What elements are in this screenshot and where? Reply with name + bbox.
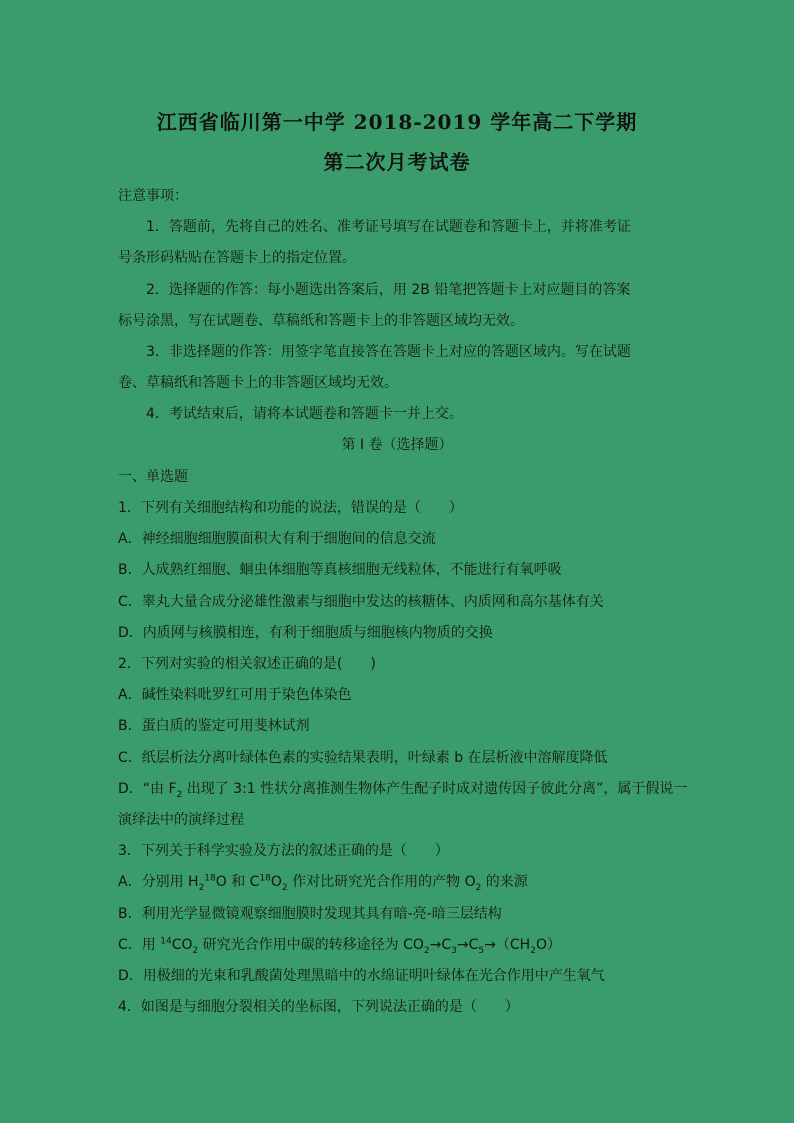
question-2-option-b: B．蛋白质的鉴定可用斐林试剂 <box>118 718 310 734</box>
notice-item-3: 3．非选择题的作答：用签字笔直接答在答题卡上对应的答题区域内。写在试题 <box>146 344 631 360</box>
q3-c-sup1: 14 <box>160 936 172 947</box>
q3-a-3: O <box>270 874 282 890</box>
q3-c-sub2: 2 <box>423 945 430 956</box>
question-4-stem: 4．如图是与细胞分裂相关的坐标图，下列说法正确的是（ ） <box>118 999 519 1015</box>
q3-c-4: →C <box>429 937 452 953</box>
question-3-stem: 3．下列关于科学实验及方法的叙述正确的是（ ） <box>118 843 449 859</box>
q3-c-sub4: 5 <box>478 945 485 956</box>
q3-a-sup1: 18 <box>204 873 216 884</box>
q3-c-7: O） <box>535 937 561 953</box>
question-1-option-d: D．内质网与核膜相连，有利于细胞质与细胞核内物质的交换 <box>118 625 493 641</box>
question-3-option-a <box>118 872 676 892</box>
question-1-option-a: A．神经细胞细胞膜面积大有利于细胞间的信息交流 <box>118 531 436 547</box>
q3-c-5: →C <box>456 937 479 953</box>
question-1-stem: 1．下列有关细胞结构和功能的说法，错误的是（ ） <box>118 500 463 516</box>
question-3-option-d: D．用极细的光束和乳酸菌处理黑暗中的水绵证明叶绿体在光合作用中产生氧气 <box>118 968 605 984</box>
exam-subtitle: 第二次月考试卷 <box>323 150 471 174</box>
q3-c-sub1: 2 <box>192 945 199 956</box>
q3-c-1: C．用 <box>118 937 161 953</box>
question-2-option-d-cont: 演绎法中的演绎过程 <box>118 812 244 828</box>
question-1-option-c: C．睾丸大量合成分泌雄性激素与细胞中发达的核糖体、内质网和高尔基体有关 <box>118 594 604 610</box>
question-2-option-c: C．纸层析法分离叶绿体色素的实验结果表明，叶绿素 b 在层析液中溶解度降低 <box>118 750 608 766</box>
notice-item-1: 1．答题前，先将自己的姓名、准考证号填写在试题卷和答题卡上，并将准考证 <box>146 219 631 235</box>
q3-a-sub3: 2 <box>475 882 482 893</box>
notice-item-3-cont: 卷、草稿纸和答题卡上的非答题区域均无效。 <box>118 375 398 391</box>
notice-heading: 注意事项： <box>118 188 188 204</box>
question-2-stem: 2．下列对实验的相关叙述正确的是( ) <box>118 656 376 672</box>
q3-c-6: →（CH <box>484 937 531 953</box>
notice-item-2: 2．选择题的作答：每小题选出答案后，用 2B 铅笔把答题卡上对应题目的答案 <box>146 282 631 298</box>
notice-item-1-cont: 号条形码粘贴在答题卡上的指定位置。 <box>118 250 356 266</box>
q3-a-5: 的来源 <box>481 874 528 890</box>
q3-a-4: 作对比研究光合作用的产物 O <box>287 874 476 890</box>
q3-a-sup2: 18 <box>259 873 271 884</box>
volume-heading: 第 I 卷（选择题） <box>341 437 453 453</box>
q3-c-sub3: 3 <box>451 945 457 956</box>
part-heading: 一、单选题 <box>118 469 188 485</box>
question-3-option-b: B．利用光学显微镜观察细胞膜时发现其具有暗-亮-暗三层结构 <box>118 906 502 922</box>
question-1-option-b: B．人成熟红细胞、蛔虫体细胞等真核细胞无线粒体，不能进行有氧呼吸 <box>118 562 562 578</box>
exam-title: 江西省临川第一中学 2018-2019 学年高二下学期 <box>156 110 638 134</box>
q2-d-sub: 2 <box>176 789 183 800</box>
q3-c-2: CO <box>171 937 193 953</box>
notice-item-4: 4．考试结束后，请将本试题卷和答题卡一并上交。 <box>146 406 463 422</box>
question-2-option-a: A．碱性染料吡罗红可用于染色体染色 <box>118 687 352 703</box>
q2-d-pre: D．“由 F <box>118 781 177 797</box>
question-2-option-d <box>118 779 688 800</box>
q3-c-3: 研究光合作用中碳的转移途径为 CO <box>198 937 424 953</box>
q3-a-sub2: 2 <box>281 882 288 893</box>
q3-a-2: O 和 C <box>215 874 260 890</box>
q3-a-sub1: 2 <box>198 882 205 893</box>
question-3-option-c <box>118 935 676 955</box>
q3-c-sub5: 2 <box>530 945 536 956</box>
q3-a-1: A．分别用 H <box>118 874 199 890</box>
notice-item-2-cont: 标号涂黑，写在试题卷、草稿纸和答题卡上的非答题区域均无效。 <box>118 313 524 329</box>
q2-d-post: 出现了 3:1 性状分离推测生物体产生配子时成对遗传因子彼此分离”，属于假说一 <box>182 781 688 797</box>
